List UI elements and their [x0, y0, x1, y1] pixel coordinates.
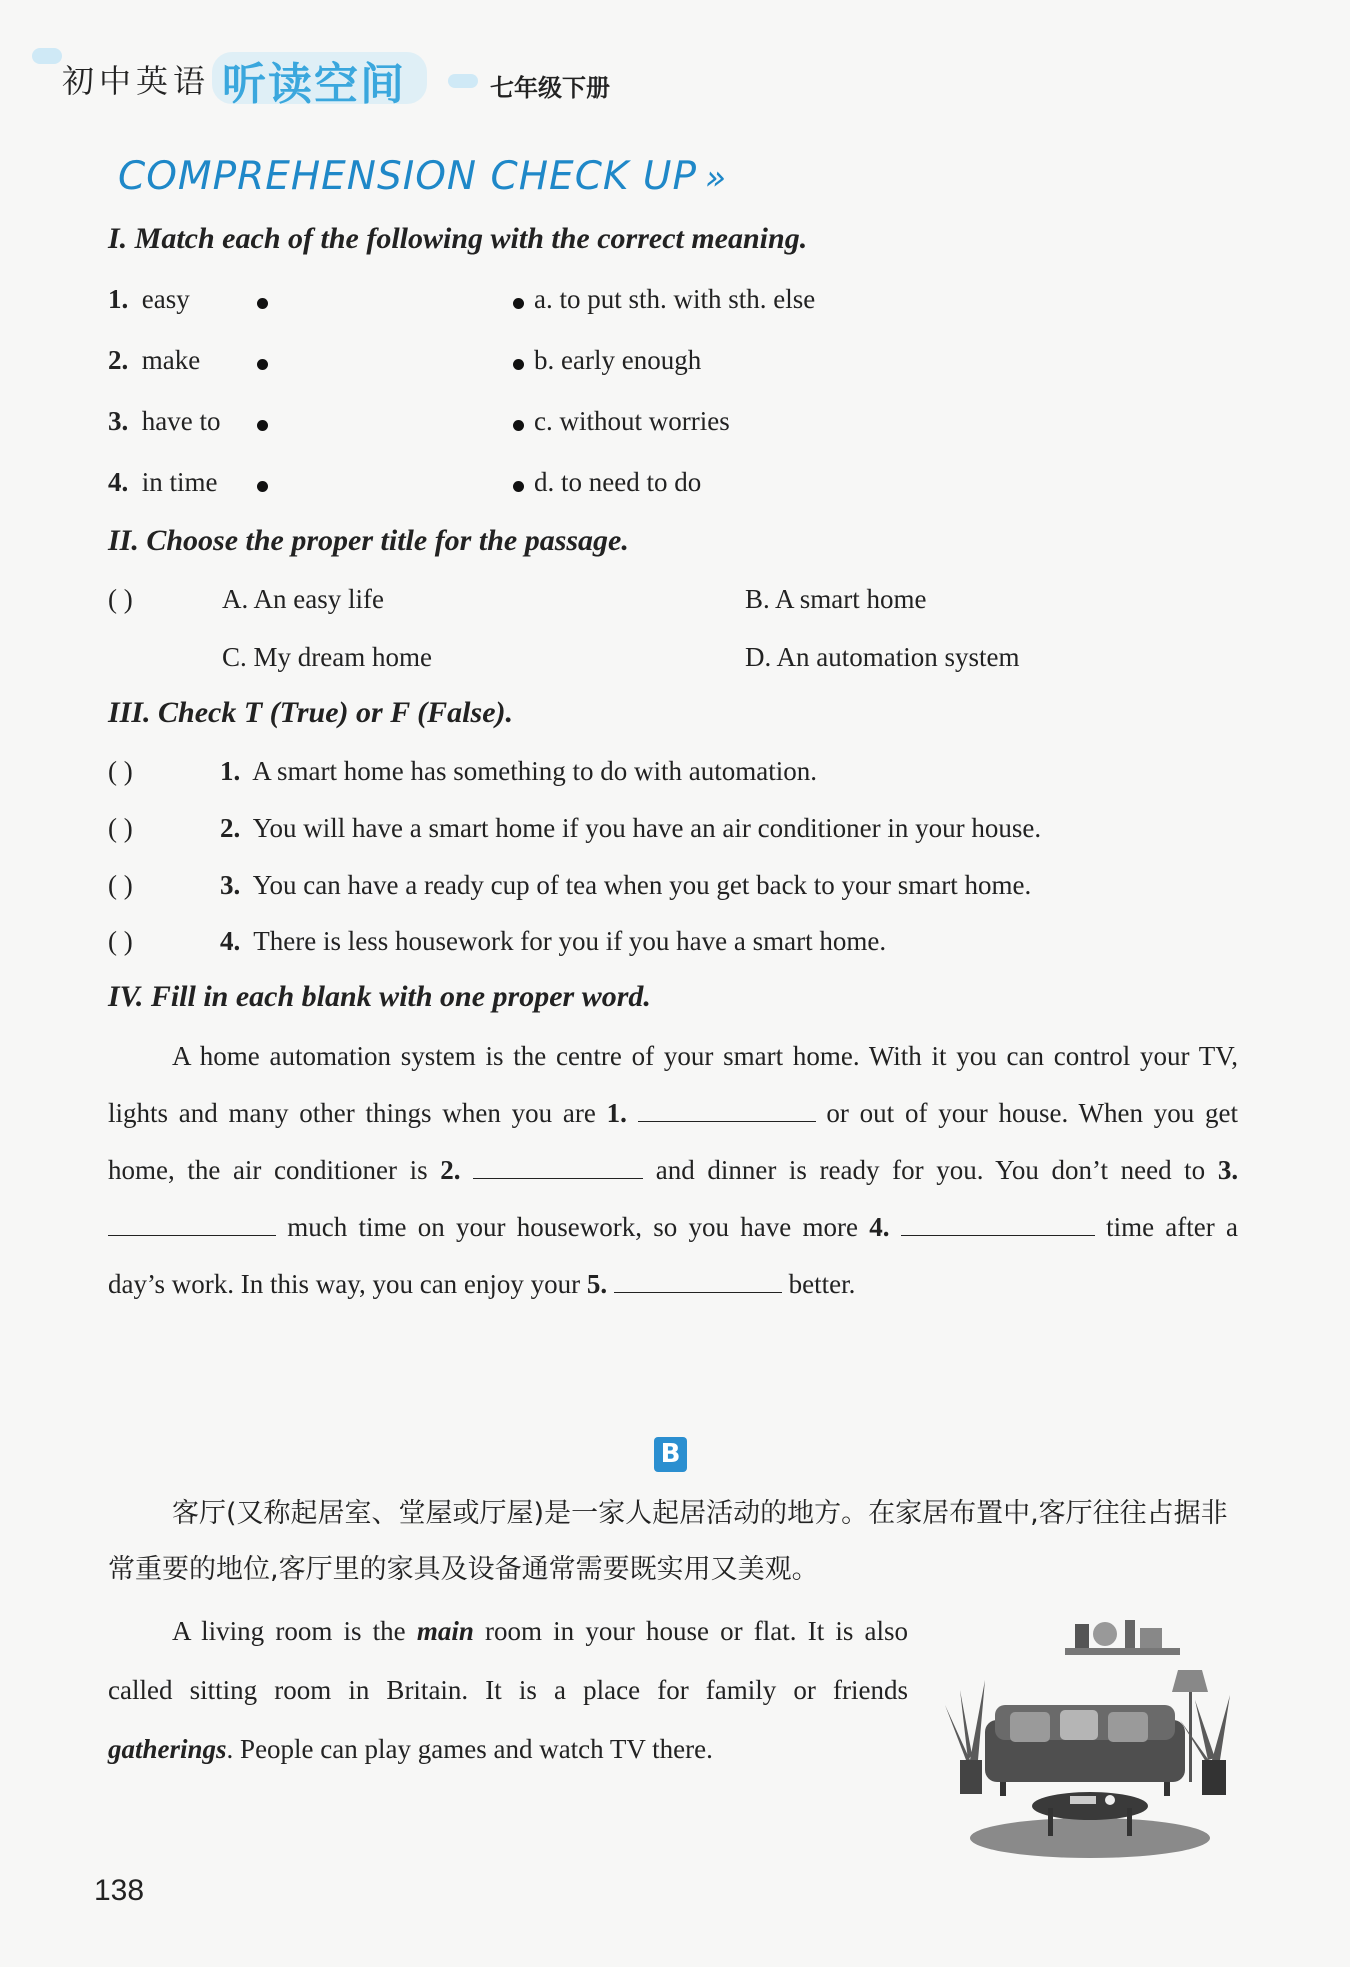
match-dot-left-4[interactable] [257, 481, 268, 492]
part1-title: I. Match each of the following with the correct meaning. [108, 222, 808, 255]
option-a[interactable]: A. An easy life [222, 584, 384, 614]
match-dot-right-c[interactable] [513, 420, 524, 431]
match-left-3: 3. have to [108, 406, 221, 436]
blank-5[interactable] [614, 1270, 782, 1293]
double-chevron-icon: » [704, 158, 727, 198]
match-right-b: b. early enough [534, 345, 702, 375]
match-right-a: a. to put sth. with sth. else [534, 284, 816, 314]
series-name: 初中英语 [62, 62, 211, 100]
box-decor [1140, 1628, 1162, 1648]
tf-bracket-1[interactable]: ( ) [108, 756, 133, 786]
match-dot-left-1[interactable] [257, 298, 268, 309]
cloze-passage: A home automation system is the centre of your smart home. With it you can control your TV, lights and many other things when you are 1. or out of your house. When you get home, the air conditioner is 2. and dinner is ready for you. You don’t need to 3. much time on your housework, so you have more 4. time after a day’s work. In this way, you can enjoy your 5. better. [108, 1041, 1239, 1299]
option-c[interactable]: C. My dream home [222, 642, 432, 672]
vase [1075, 1624, 1089, 1648]
header-cloud-decoration [32, 48, 62, 64]
blank-3[interactable] [108, 1213, 276, 1236]
keyword-main: main [416, 1616, 474, 1646]
part3-title: III. Check T (True) or F (False). [108, 696, 513, 729]
blank-4[interactable] [901, 1213, 1095, 1236]
tf-statement-1: 1. A smart home has something to do with automation. [220, 756, 817, 786]
section-heading [118, 154, 727, 199]
section-heading-text: COMPREHENSION CHECK UP [118, 154, 697, 199]
page-number: 138 [94, 1874, 145, 1907]
rug [970, 1818, 1210, 1858]
sofa [985, 1705, 1185, 1796]
option-d[interactable]: D. An automation system [745, 642, 1020, 672]
answer-bracket[interactable]: ( ) [108, 584, 133, 614]
match-dot-right-d[interactable] [513, 481, 524, 492]
option-b[interactable]: B. A smart home [745, 584, 927, 614]
match-dot-right-a[interactable] [513, 298, 524, 309]
plant-right [1180, 1695, 1230, 1795]
blank-2[interactable] [473, 1156, 643, 1179]
tf-bracket-2[interactable]: ( ) [108, 813, 133, 843]
match-dot-left-3[interactable] [257, 420, 268, 431]
match-left-4: 4. in time [108, 467, 218, 497]
match-dot-left-2[interactable] [257, 359, 268, 370]
tf-statement-4: 4. There is less housework for you if you have a smart home. [220, 926, 887, 956]
living-room-passage: A living room is the main room in your house or flat. It is also called sitting room in Britain. It is a place for family or friends gatherings. People can play games and watch TV there. [108, 1616, 909, 1764]
match-left-1: 1. easy [108, 284, 190, 314]
living-room-illustration [940, 1610, 1240, 1860]
keyword-gatherings: gatherings [108, 1734, 227, 1764]
match-right-c: c. without worries [534, 406, 730, 436]
blank-1[interactable] [638, 1099, 816, 1122]
section-b-badge: B [654, 1437, 687, 1472]
header-cloud-small [448, 74, 478, 88]
chinese-intro: 客厅(又称起居室、堂屋或厅屋)是一家人起居活动的地方。在家居布置中,客厅往往占据非常重要的地位,客厅里的家具及设备通常需要既实用又美观。 [108, 1498, 1228, 1585]
part2-title: II. Choose the proper title for the passage. [108, 524, 629, 557]
tf-statement-3: 3. You can have a ready cup of tea when you get back to your smart home. [220, 870, 1032, 900]
shelf [1065, 1648, 1180, 1655]
bottle [1125, 1620, 1135, 1648]
tf-bracket-4[interactable]: ( ) [108, 926, 133, 956]
round-decor [1093, 1622, 1117, 1646]
match-right-d: d. to need to do [534, 467, 702, 497]
brand-logo: 听读空间 [222, 59, 406, 110]
match-left-2: 2. make [108, 345, 201, 375]
tf-bracket-3[interactable]: ( ) [108, 870, 133, 900]
match-dot-right-b[interactable] [513, 359, 524, 370]
plant-left [945, 1680, 985, 1794]
tf-statement-2: 2. You will have a smart home if you have an air conditioner in your house. [220, 813, 1042, 843]
part4-title: IV. Fill in each blank with one proper word. [108, 980, 651, 1013]
grade-label: 七年级下册 [490, 74, 610, 102]
